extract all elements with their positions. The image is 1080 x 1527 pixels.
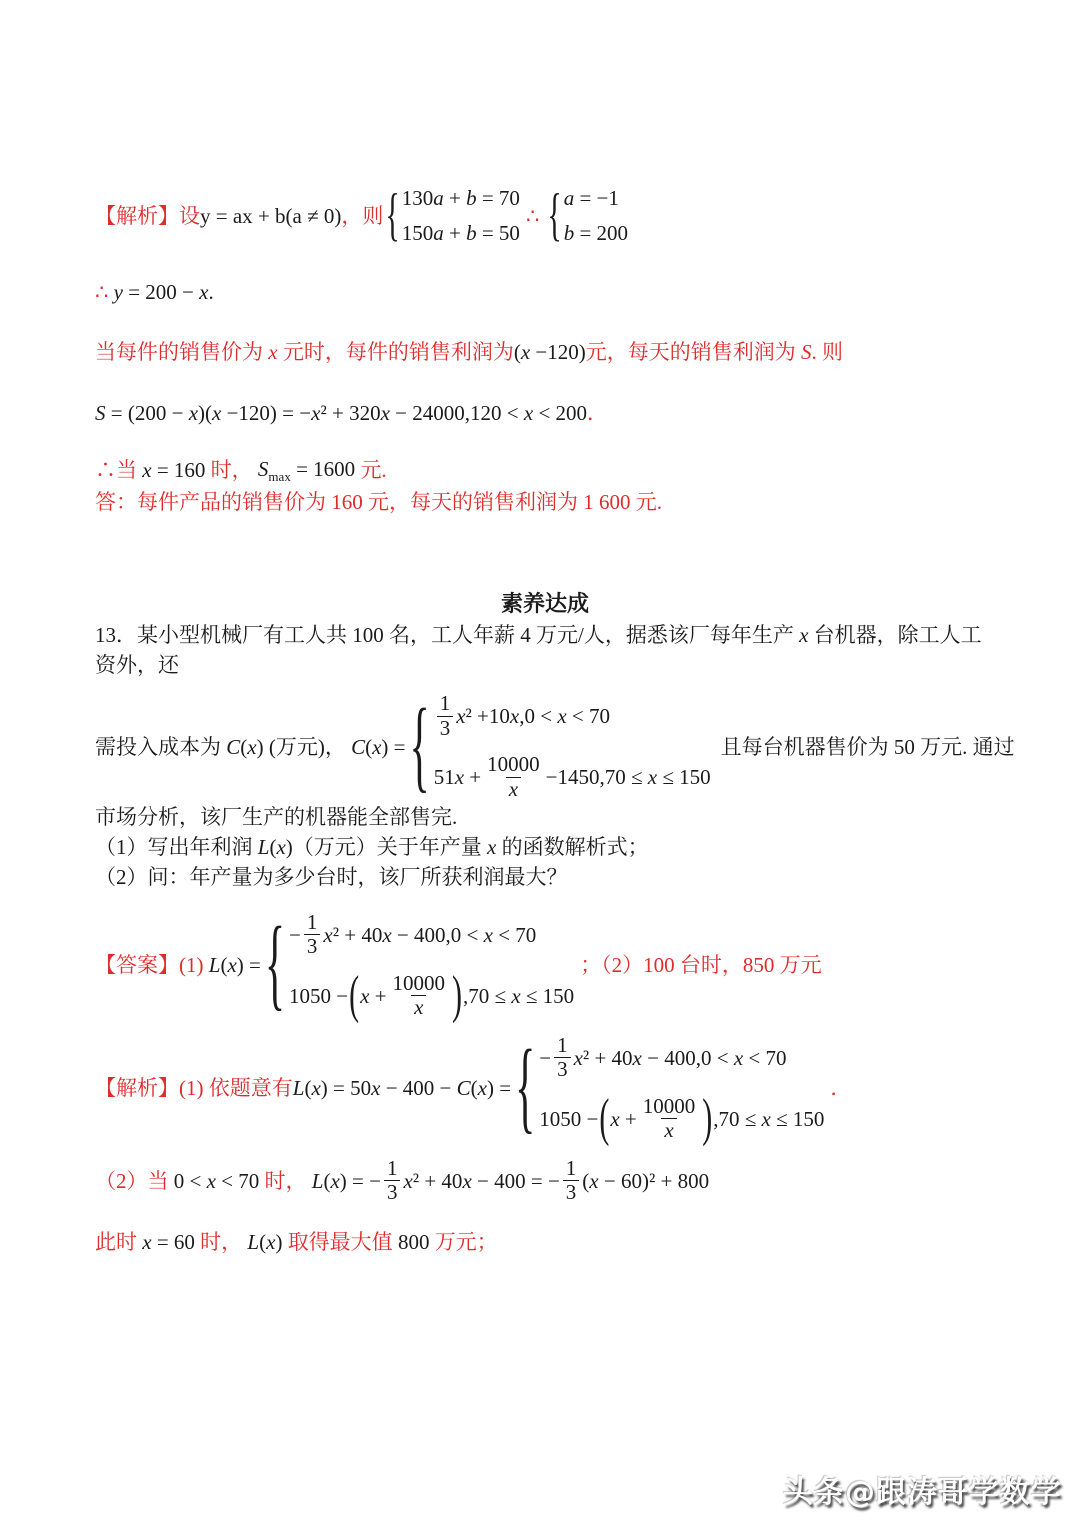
system1-eq1: 130a + b = 70 [401, 186, 520, 210]
therefore-when-text: ∴当 [95, 458, 137, 483]
analysis-tag: 【解析】(1) 依题意有 [95, 1076, 293, 1101]
question13-item1: （1）写出年利润 L(x)（万元）关于年产量 x 的函数解析式； [95, 834, 649, 859]
profit-piece-1-expr: x² + 40x − 400,0 < x < 70 [573, 1045, 787, 1070]
profit-piece-2-inner: x + [610, 1106, 637, 1131]
left-brace: { [385, 182, 400, 248]
tenthousand-over-x-fraction: $\frac{10000}{x}$ [642, 1093, 696, 1143]
profit-derivation: L(x) = 50x − 400 − C(x) = [292, 1076, 512, 1101]
cost-piece-2-post: −1450,70 ≤ x ≤ 150 [545, 765, 711, 790]
profit-per-item-expression: (x −120) [513, 340, 586, 365]
cost-piece-2-pre: 51x + [433, 765, 482, 790]
wanyuan-word: 万元； [434, 1229, 498, 1254]
profit-piece-2 [539, 1089, 825, 1147]
profit-function-equation: S = (200 − x)(x −120) = −x² + 320x − 24000,120 < x < 200 [95, 400, 588, 425]
profit-piece-2-post: ,70 ≤ x ≤ 150 [713, 1106, 825, 1131]
analysis13-part2-line [95, 1157, 995, 1205]
left-paren: ( [599, 1089, 610, 1147]
shi-word: 时， [210, 458, 258, 483]
vertex-form-lead: L(x) = − [311, 1168, 381, 1193]
vertex-form-mid: x² + 40x − 400 = − [403, 1168, 560, 1193]
max-value-number: 800 [392, 1229, 435, 1254]
question13-intro: 13．某小型机械厂有工人共 100 名，工人年薪 4 万元/人，据悉该厂每年生产 x 台机器，除工人工资外，还 [95, 622, 982, 677]
question13-market-line: 市场分析，该厂生产的机器能全部售完. [95, 804, 458, 829]
solution12-max-line [95, 454, 995, 487]
right-paren: ) [702, 1089, 713, 1147]
equation-system-1 [402, 183, 520, 249]
left-brace: { [409, 690, 430, 804]
cishi-word: 此时 [95, 1229, 137, 1254]
profit-piece-2-pre: 1050 − [539, 1106, 599, 1131]
system1-eq2: 150a + b = 50 [401, 221, 520, 246]
max-value-text: 取得最大值 [287, 1229, 393, 1254]
analysis13-max-line [95, 1227, 995, 1257]
one-third-fraction: $\frac{1}{3}$ [563, 1157, 580, 1205]
linear-model-equation: y = ax + b(a ≠ 0) [200, 203, 342, 228]
cost-piecewise [434, 692, 711, 801]
red-period: ． [830, 1076, 852, 1101]
solution12-result-line [95, 277, 995, 307]
equation-system-2 [564, 183, 628, 249]
profit-piecewise [289, 909, 575, 1024]
one-third-fraction: $\frac{1}{3}$ [384, 1157, 401, 1205]
cost-lead-text: 需投入成本为 C(x) (万元)， [95, 734, 352, 759]
left-brace: { [547, 182, 562, 248]
system2-eq2: b = 200 [563, 221, 629, 246]
yuan-period: 元. [360, 458, 387, 483]
profit-piece-2-post: ,70 ≤ x ≤ 150 [463, 983, 575, 1008]
set-word: 设 [179, 203, 200, 228]
answer-part2-text: ；（2）100 台时，850 万元 [580, 953, 822, 978]
profit-piece-2 [289, 966, 575, 1024]
analysis13-line [95, 1032, 995, 1147]
cost-piece-1 [434, 692, 711, 740]
cost-function-symbol: C(x) = [351, 734, 406, 759]
profit-piece-2-inner: x + [360, 983, 387, 1008]
vertex-form-end: (x − 60)² + 800 [582, 1168, 710, 1193]
part2-when-text: （2）当 [95, 1168, 169, 1193]
lx-symbol: L(x) [247, 1229, 288, 1254]
tenthousand-over-x-fraction: $\frac{10000}{x}$ [392, 970, 446, 1020]
watermark: 头条@跟涛哥学数学 [783, 1475, 1062, 1510]
solution12-answer-sentence: 答：每件产品的销售价为 160 元，每天的销售利润为 1 600 元. [95, 490, 662, 515]
demand-function: y = 200 − x. [113, 279, 214, 304]
minus-sign: − [289, 922, 301, 947]
shi-word: 时， [200, 1229, 248, 1254]
left-brace: { [515, 1032, 536, 1145]
minus-sign: − [539, 1045, 552, 1070]
solution12-s-equation-line [95, 398, 995, 428]
profit-piecewise [539, 1032, 825, 1147]
s-max-value: $S_{max} = 1600$ [257, 457, 361, 485]
profit-piece-1-expr: x² + 40x − 400,0 < x < 70 [323, 922, 537, 947]
profit-function-symbol: L(x) = [208, 953, 261, 978]
answer-tag: 【答案】(1) [95, 953, 209, 978]
x-value: x = 160 [142, 458, 211, 483]
one-third-fraction: $\frac{1}{3}$ [437, 692, 454, 740]
part2-domain: 0 < x < 70 [168, 1168, 265, 1193]
red-period: ． [587, 400, 609, 425]
system2-eq1: a = −1 [563, 186, 619, 210]
therefore-symbol: ∴ [525, 203, 540, 228]
profit-piece-1 [539, 1034, 824, 1082]
worksheet-page [95, 182, 1015, 1257]
tenthousand-over-x-fraction: $\frac{10000}{x}$ [487, 752, 540, 801]
then-word: ，则 [341, 203, 384, 228]
answer13-line [95, 908, 995, 1024]
solution12-profit-setup-line [95, 337, 995, 367]
cost-piece-2 [434, 753, 711, 801]
question13-cost-function-line [95, 690, 1015, 804]
shi-word: 时， [264, 1168, 312, 1193]
left-brace: { [264, 908, 286, 1022]
profit-piece-2-pre: 1050 − [289, 983, 349, 1008]
profit-setup-text-1: 当每件的销售价为 x 元时，每件的销售利润为 [95, 340, 514, 365]
left-paren: ( [349, 966, 360, 1024]
price-note-text: 且每台机器售价为 50 万元. 通过 [720, 734, 1015, 759]
one-third-fraction: $\frac{1}{3}$ [554, 1034, 571, 1082]
cost-piece-1-expr: x² +10x,0 < x < 70 [456, 704, 610, 729]
analysis-tag: 【解析】 [95, 203, 179, 228]
right-paren: ) [452, 966, 463, 1024]
solution12-setup-line [95, 183, 995, 249]
x-equals-60: x = 60 [142, 1229, 201, 1254]
question13-item2: （2）问：年产量为多少台时，该厂所获利润最大？ [95, 865, 568, 890]
profit-setup-text-2: 元，每天的销售利润为 S. 则 [585, 340, 843, 365]
one-third-fraction: $\frac{1}{3}$ [304, 911, 321, 959]
profit-piece-1 [289, 911, 574, 959]
therefore-symbol: ∴ [95, 279, 114, 304]
section-heading: 素养达成 [500, 590, 589, 616]
